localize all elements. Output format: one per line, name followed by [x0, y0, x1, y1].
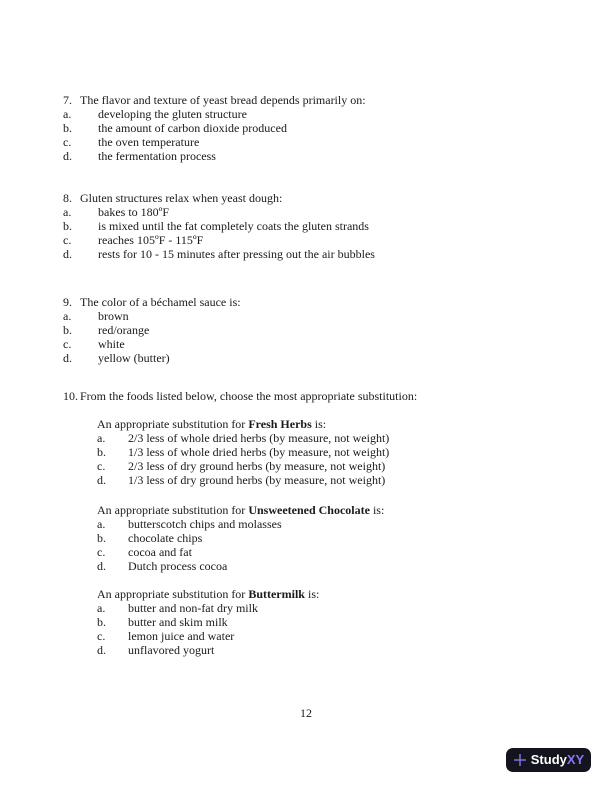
option-letter: b.	[97, 615, 106, 629]
answer-option	[97, 629, 582, 643]
substitution-lead: An appropriate substitution for	[97, 587, 249, 601]
answer-option	[97, 615, 582, 629]
option-text: 1/3 less of dry ground herbs (by measure, not weight)	[128, 473, 386, 487]
answer-option	[63, 107, 582, 121]
answer-option	[63, 323, 582, 337]
answer-option	[63, 233, 582, 247]
option-letter: a.	[63, 205, 72, 219]
option-letter: d.	[97, 473, 106, 487]
answer-option	[97, 601, 582, 615]
option-letter: b.	[63, 323, 72, 337]
brand-name-primary: Study	[530, 752, 567, 767]
option-text: butterscotch chips and molasses	[128, 517, 282, 531]
answer-option	[63, 121, 582, 135]
question-number: 8.	[63, 191, 72, 205]
question-number: 9.	[63, 295, 72, 309]
option-letter: a.	[63, 309, 72, 323]
question-text: The flavor and texture of yeast bread depends primarily on:	[80, 93, 366, 107]
substitution-tail: is:	[369, 503, 385, 517]
question-8	[63, 191, 582, 261]
substitution-heading	[97, 503, 582, 517]
answer-option	[97, 531, 582, 545]
substitution-tail: is:	[304, 587, 320, 601]
option-text: 2/3 less of whole dried herbs (by measure, not weight)	[128, 431, 390, 445]
question-10-heading	[63, 389, 582, 403]
option-text: is mixed until the fat completely coats the gluten strands	[98, 219, 369, 233]
substitution-term: Unsweetened Chocolate	[248, 503, 370, 517]
substitution-term: Fresh Herbs	[248, 417, 312, 431]
question-9	[63, 295, 582, 365]
option-letter: c.	[97, 545, 106, 559]
answer-option	[97, 431, 582, 445]
substitution-group-unsweetened-chocolate	[97, 503, 582, 573]
answer-option	[97, 473, 582, 487]
option-letter: b.	[63, 121, 72, 135]
page-number: 12	[300, 706, 312, 720]
question-text: The color of a béchamel sauce is:	[80, 295, 241, 309]
answer-option	[63, 337, 582, 351]
option-letter: b.	[97, 531, 106, 545]
answer-option	[63, 219, 582, 233]
option-letter: c.	[97, 459, 106, 473]
answer-option	[97, 459, 582, 473]
answer-option	[97, 559, 582, 573]
option-text: reaches 105ºF - 115ºF	[98, 233, 204, 247]
brand-wordmark	[531, 748, 584, 772]
option-text: brown	[98, 309, 129, 323]
option-text: chocolate chips	[128, 531, 203, 545]
question-7-heading	[63, 93, 582, 107]
option-letter: d.	[63, 351, 72, 365]
substitution-heading	[97, 417, 582, 431]
option-text: bakes to 180ºF	[98, 205, 170, 219]
option-letter: d.	[97, 643, 106, 657]
option-text: the oven temperature	[98, 135, 200, 149]
option-text: rests for 10 - 15 minutes after pressing out the air bubbles	[98, 247, 375, 261]
option-letter: c.	[63, 135, 72, 149]
answer-option	[63, 205, 582, 219]
option-text: 1/3 less of whole dried herbs (by measure, not weight)	[128, 445, 390, 459]
option-text: lemon juice and water	[128, 629, 235, 643]
option-letter: c.	[63, 337, 72, 351]
option-letter: a.	[63, 107, 72, 121]
substitution-heading	[97, 587, 582, 601]
plus-icon	[513, 753, 527, 767]
option-letter: d.	[63, 247, 72, 261]
option-text: unflavored yogurt	[128, 643, 215, 657]
substitution-group-fresh-herbs	[97, 417, 582, 487]
option-letter: a.	[97, 517, 106, 531]
option-text: the amount of carbon dioxide produced	[98, 121, 287, 135]
option-text: the fermentation process	[98, 149, 216, 163]
question-number: 10.	[63, 389, 78, 403]
option-text: Dutch process cocoa	[128, 559, 228, 573]
option-letter: c.	[63, 233, 72, 247]
option-text: yellow (butter)	[98, 351, 170, 365]
option-text: red/orange	[98, 323, 150, 337]
answer-option	[63, 135, 582, 149]
answer-option	[63, 309, 582, 323]
question-8-heading	[63, 191, 582, 205]
answer-option	[97, 643, 582, 657]
option-text: white	[98, 337, 125, 351]
question-9-heading	[63, 295, 582, 309]
option-letter: d.	[63, 149, 72, 163]
question-text: From the foods listed below, choose the most appropriate substitution:	[80, 389, 418, 403]
answer-option	[97, 445, 582, 459]
answer-option	[63, 247, 582, 261]
question-10	[63, 389, 582, 657]
substitution-term: Buttermilk	[248, 587, 305, 601]
answer-option	[63, 351, 582, 365]
studyxy-logo	[506, 748, 591, 772]
option-text: butter and skim milk	[128, 615, 228, 629]
question-text: Gluten structures relax when yeast dough:	[80, 191, 283, 205]
question-7	[63, 93, 582, 163]
option-text: cocoa and fat	[128, 545, 192, 559]
option-text: butter and non-fat dry milk	[128, 601, 258, 615]
answer-option	[97, 517, 582, 531]
brand-name-accent: XY	[566, 752, 585, 767]
option-text: developing the gluten structure	[98, 107, 247, 121]
option-letter: a.	[97, 431, 106, 445]
substitution-group-buttermilk	[97, 587, 582, 657]
option-text: 2/3 less of dry ground herbs (by measure, not weight)	[128, 459, 386, 473]
option-letter: c.	[97, 629, 106, 643]
answer-option	[97, 545, 582, 559]
answer-option	[63, 149, 582, 163]
substitution-tail: is:	[311, 417, 327, 431]
option-letter: d.	[97, 559, 106, 573]
question-number: 7.	[63, 93, 72, 107]
option-letter: b.	[63, 219, 72, 233]
option-letter: a.	[97, 601, 106, 615]
substitution-lead: An appropriate substitution for	[97, 503, 249, 517]
quiz-content	[63, 93, 582, 657]
substitution-lead: An appropriate substitution for	[97, 417, 249, 431]
option-letter: b.	[97, 445, 106, 459]
